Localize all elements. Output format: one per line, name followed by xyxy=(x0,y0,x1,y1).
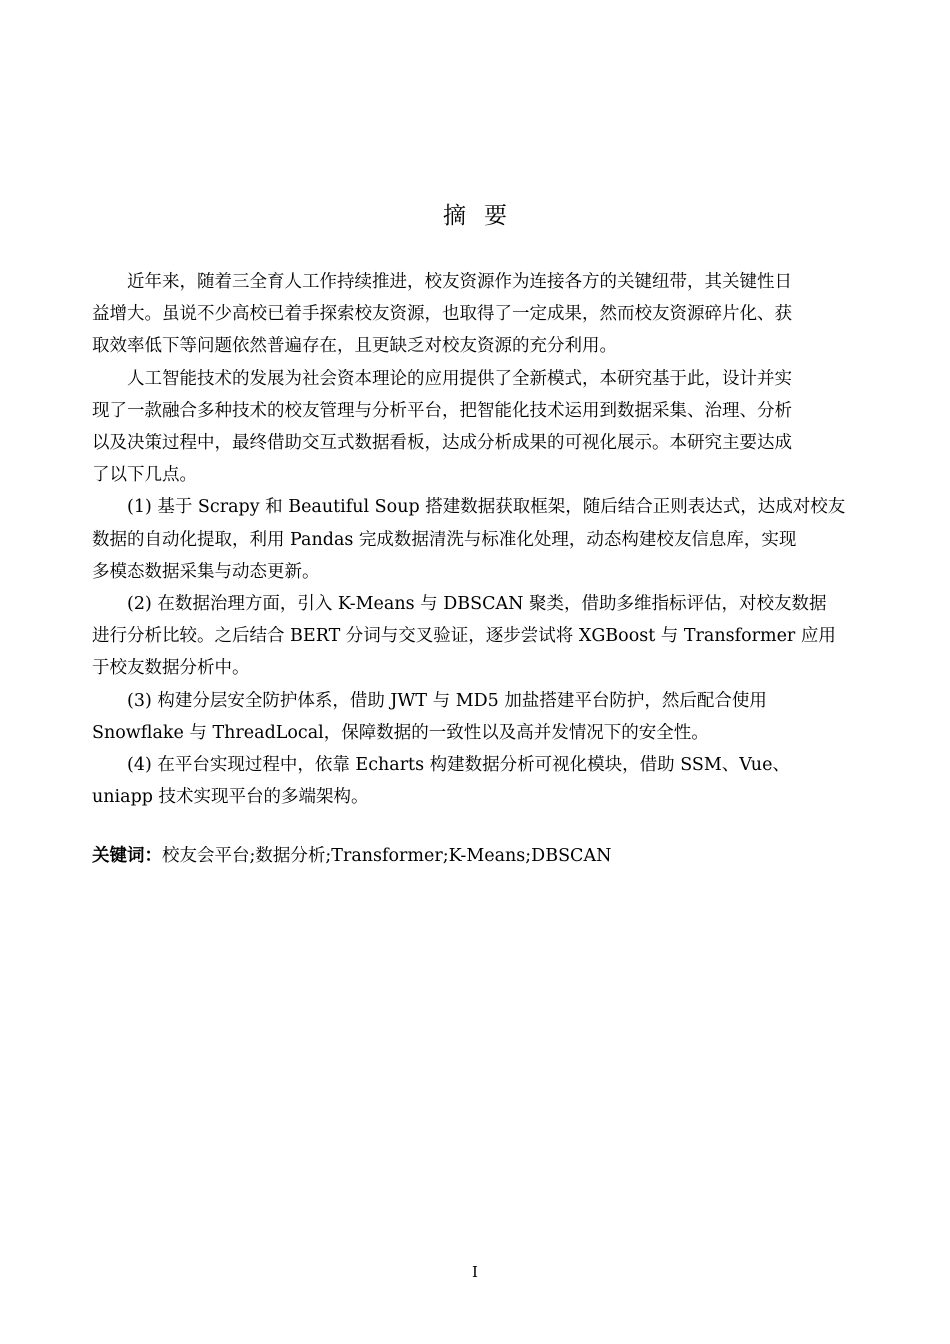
abstract-point-4 xyxy=(92,749,858,813)
text-line: 了以下几点。 xyxy=(92,465,197,486)
text-line: 数据的自动化提取，利用 Pandas 完成数据清洗与标准化处理，动态构建校友信息库，实现 xyxy=(92,529,797,550)
keywords-label: 关键词： xyxy=(92,846,162,866)
text-line: 取效率低下等问题依然普遍存在，且更缺乏对校友资源的充分利用。 xyxy=(92,336,617,357)
text-line: 近年来，随着三全育人工作持续推进，校友资源作为连接各方的关键纽带，其关键性日 xyxy=(127,272,792,292)
text-line: (1) 基于 Scrapy 和 Beautiful Soup 搭建数据获取框架，随后结合正则表达式，达成对校友 xyxy=(127,497,846,518)
text-line: 现了一款融合多种技术的校友管理与分析平台，把智能化技术运用到数据采集、治理、分析 xyxy=(92,400,792,421)
keywords-text: 校友会平台;数据分析;Transformer;K-Means;DBSCAN xyxy=(162,846,612,866)
abstract-point-2 xyxy=(92,588,858,685)
abstract-point-1 xyxy=(92,491,858,588)
abstract-paragraph-2 xyxy=(92,363,858,492)
abstract-body xyxy=(92,266,858,813)
abstract-point-3 xyxy=(92,685,858,749)
page-number: I xyxy=(472,1263,478,1281)
text-line: 多模态数据采集与动态更新。 xyxy=(92,561,320,582)
text-line: 以及决策过程中，最终借助交互式数据看板，达成分析成果的可视化展示。本研究主要达成 xyxy=(92,433,792,454)
text-line: (3) 构建分层安全防护体系，借助 JWT 与 MD5 加盐搭建平台防护，然后配合使用 xyxy=(127,690,767,711)
abstract-title: 摘要 xyxy=(443,203,525,229)
text-line: (2) 在数据治理方面，引入 K-Means 与 DBSCAN 聚类，借助多维指标评估，对校友数据 xyxy=(127,594,827,615)
text-line: 益增大。虽说不少高校已着手探索校友资源，也取得了一定成果，然而校友资源碎片化、获 xyxy=(92,304,792,325)
text-line: 于校友数据分析中。 xyxy=(92,658,250,679)
text-line: 人工智能技术的发展为社会资本理论的应用提供了全新模式，本研究基于此，设计并实 xyxy=(127,368,792,389)
keywords-line xyxy=(92,840,611,872)
text-line: (4) 在平台实现过程中，依靠 Echarts 构建数据分析可视化模块，借助 SSM、Vue、 xyxy=(127,755,790,776)
text-line: 进行分析比较。之后结合 BERT 分词与交叉验证，逐步尝试将 XGBoost 与 Transformer 应用 xyxy=(92,626,836,647)
text-line: uniapp 技术实现平台的多端架构。 xyxy=(92,787,369,808)
text-line: Snowflake 与 ThreadLocal，保障数据的一致性以及高并发情况下的安全性。 xyxy=(92,722,709,743)
abstract-paragraph-1 xyxy=(92,266,858,363)
